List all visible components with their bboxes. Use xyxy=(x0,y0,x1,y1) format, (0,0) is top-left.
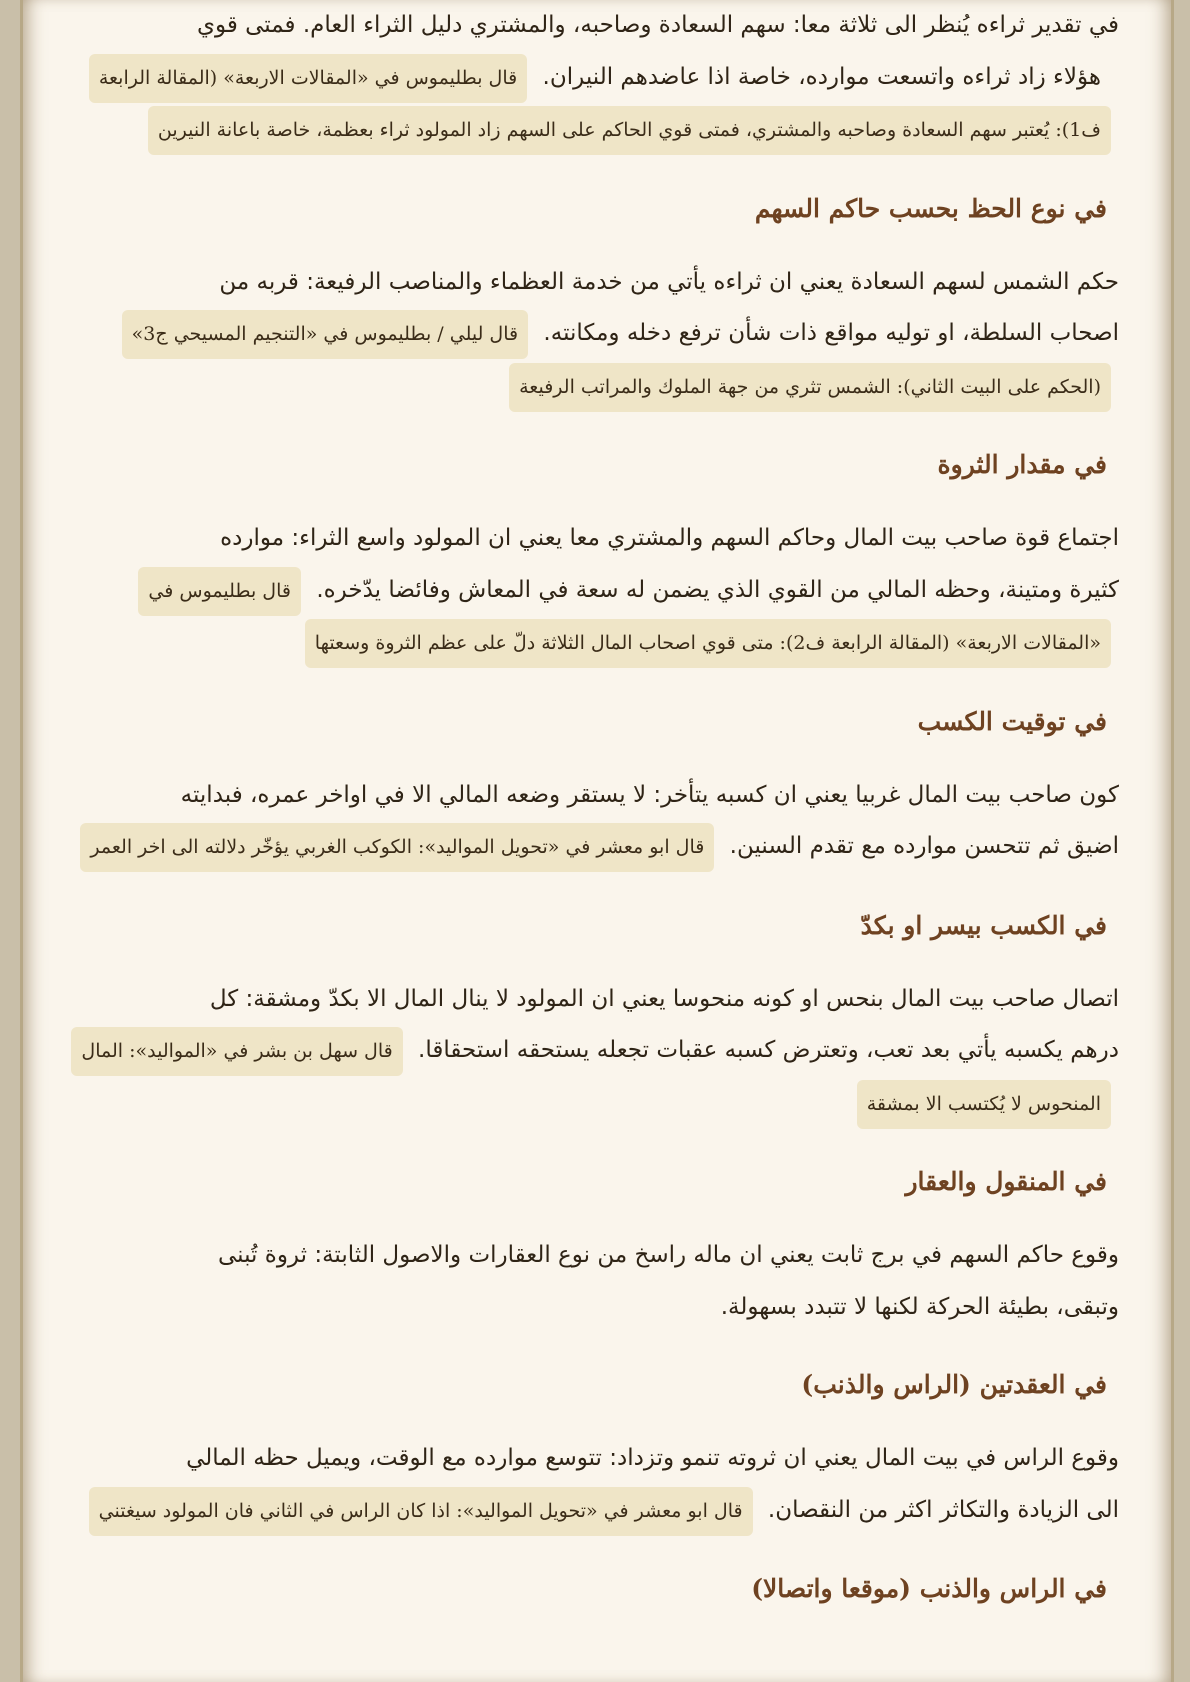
paragraph xyxy=(75,974,1119,1131)
section-earning-ease xyxy=(75,874,1119,1131)
book-page xyxy=(20,0,1174,1682)
paragraph xyxy=(75,513,1119,670)
page-content xyxy=(75,0,1119,1637)
paragraph-line: هؤلاء زاد ثراءه واتسعت موارده، خاصة اذا عاضدهم النيران. xyxy=(542,63,1101,90)
paragraph-line: درهم يكسبه يأتي بعد تعب، وتعترض كسبه عقبات تجعله يستحقه استحقاقا. xyxy=(418,1037,1119,1063)
section-heading: في مقدار الثروة xyxy=(937,450,1107,479)
section-ruling-wealth xyxy=(75,0,1119,157)
section-lunar-nodes xyxy=(75,1333,1119,1537)
paragraph-line: وقوع الراس في بيت المال يعني ان ثروته تنمو وتزداد: تتوسع موارده مع الوقت، ويميل حظه المالي xyxy=(186,1445,1119,1471)
citation-quote: قال سهل بن بشر في «المواليد»: المال المنحوس لا يُكتسب الا بمشقة xyxy=(71,1027,1111,1129)
paragraph-line: اجتماع قوة صاحب بيت المال وحاكم السهم والمشتري معا يعني ان المولود واسع الثراء: موارده xyxy=(220,525,1119,551)
section-movable-property xyxy=(75,1130,1119,1333)
paragraph-line: اتصال صاحب بيت المال بنحس او كونه منحوسا يعني ان المولود لا ينال المال الا بكدّ ومشقة: كل xyxy=(209,985,1119,1012)
section-heading: في توقيت الكسب xyxy=(917,706,1107,736)
paragraph-line: في تقدير ثراءه يُنظر الى ثلاثة معا: سهم السعادة وصاحبه، والمشتري دليل الثراء العام. فمتى قوي xyxy=(196,12,1119,38)
citation-quote: قال بطليموس في «المقالات الاربعة» (المقالة الرابعة ف1): يُعتبر سهم السعادة وصاحبه والمشتري، فمتى قوي الحاكم على السهم زاد المولود ثراء بعظمة، خاصة باعانة النيرين xyxy=(89,54,1111,156)
paragraph-line: اضيق ثم تتحسن موارده مع تقدم السنين. xyxy=(729,833,1119,859)
paragraph xyxy=(75,770,1119,874)
citation-quote: قال ابو معشر في «تحويل المواليد»: اذا كان الراس في الثاني فان المولود سيغتني xyxy=(89,1487,753,1536)
paragraph-line: كثيرة ومتينة، وحظه المالي من القوي الذي يضمن له سعة في المعاش وفائضا يدّخره. xyxy=(316,576,1119,603)
paragraph xyxy=(75,257,1119,414)
section-wealth-amount xyxy=(75,413,1119,670)
paragraph-line: كون صاحب بيت المال غربيا يعني ان كسبه يتأخر: لا يستقر وضعه المالي الا في اواخر عمره، فبدايته xyxy=(180,781,1119,808)
section-heading: في العقدتين (الراس والذنب) xyxy=(801,1370,1107,1399)
paragraph-line: وقوع حاكم السهم في برج ثابت يعني ان ماله راسخ من نوع العقارات والاصول الثابتة: ثروة تُبنى xyxy=(218,1242,1119,1268)
paragraph xyxy=(75,1433,1119,1537)
section-heading: في نوع الحظ بحسب حاكم السهم xyxy=(754,193,1107,223)
paragraph-line: اصحاب السلطة، او توليه مواقع ذات شأن ترفع دخله ومكانته. xyxy=(543,320,1119,346)
paragraph xyxy=(75,0,1119,157)
section-heading: في الكسب بيسر او بكدّ xyxy=(860,910,1107,940)
citation-quote: قال ليلي / بطليموس في «التنجيم المسيحي ج3» (الحكم على البيت الثاني): الشمس تثري من جهة الملوك والمراتب الرفيعة xyxy=(122,310,1111,412)
paragraph xyxy=(75,1230,1119,1333)
paragraph-line: الى الزيادة والتكاثر اكثر من النقصان. xyxy=(767,1496,1119,1523)
citation-quote: قال بطليموس في «المقالات الاربعة» (المقالة الرابعة ف2): متى قوي اصحاب المال الثلاثة دلّ على عظم الثروة وسعتها xyxy=(138,567,1111,669)
paragraph-line: حكم الشمس لسهم السعادة يعني ان ثراءه يأتي من خدمة العظماء والمناصب الرفيعة: قربه من xyxy=(219,268,1119,295)
citation-quote: قال ابو معشر في «تحويل المواليد»: الكوكب الغربي يؤخّر دلالته الى اخر العمر xyxy=(80,823,714,872)
paragraph-line: وتبقى، بطيئة الحركة لكنها لا تتبدد بسهولة. xyxy=(720,1293,1119,1320)
section-heading: في الراس والذنب (موقعا واتصالا) xyxy=(751,1574,1107,1603)
section-earning-timing xyxy=(75,670,1119,874)
section-fortune-type xyxy=(75,157,1119,414)
section-heading: في المنقول والعقار xyxy=(905,1167,1107,1196)
section-nodes-aspects xyxy=(75,1537,1119,1637)
